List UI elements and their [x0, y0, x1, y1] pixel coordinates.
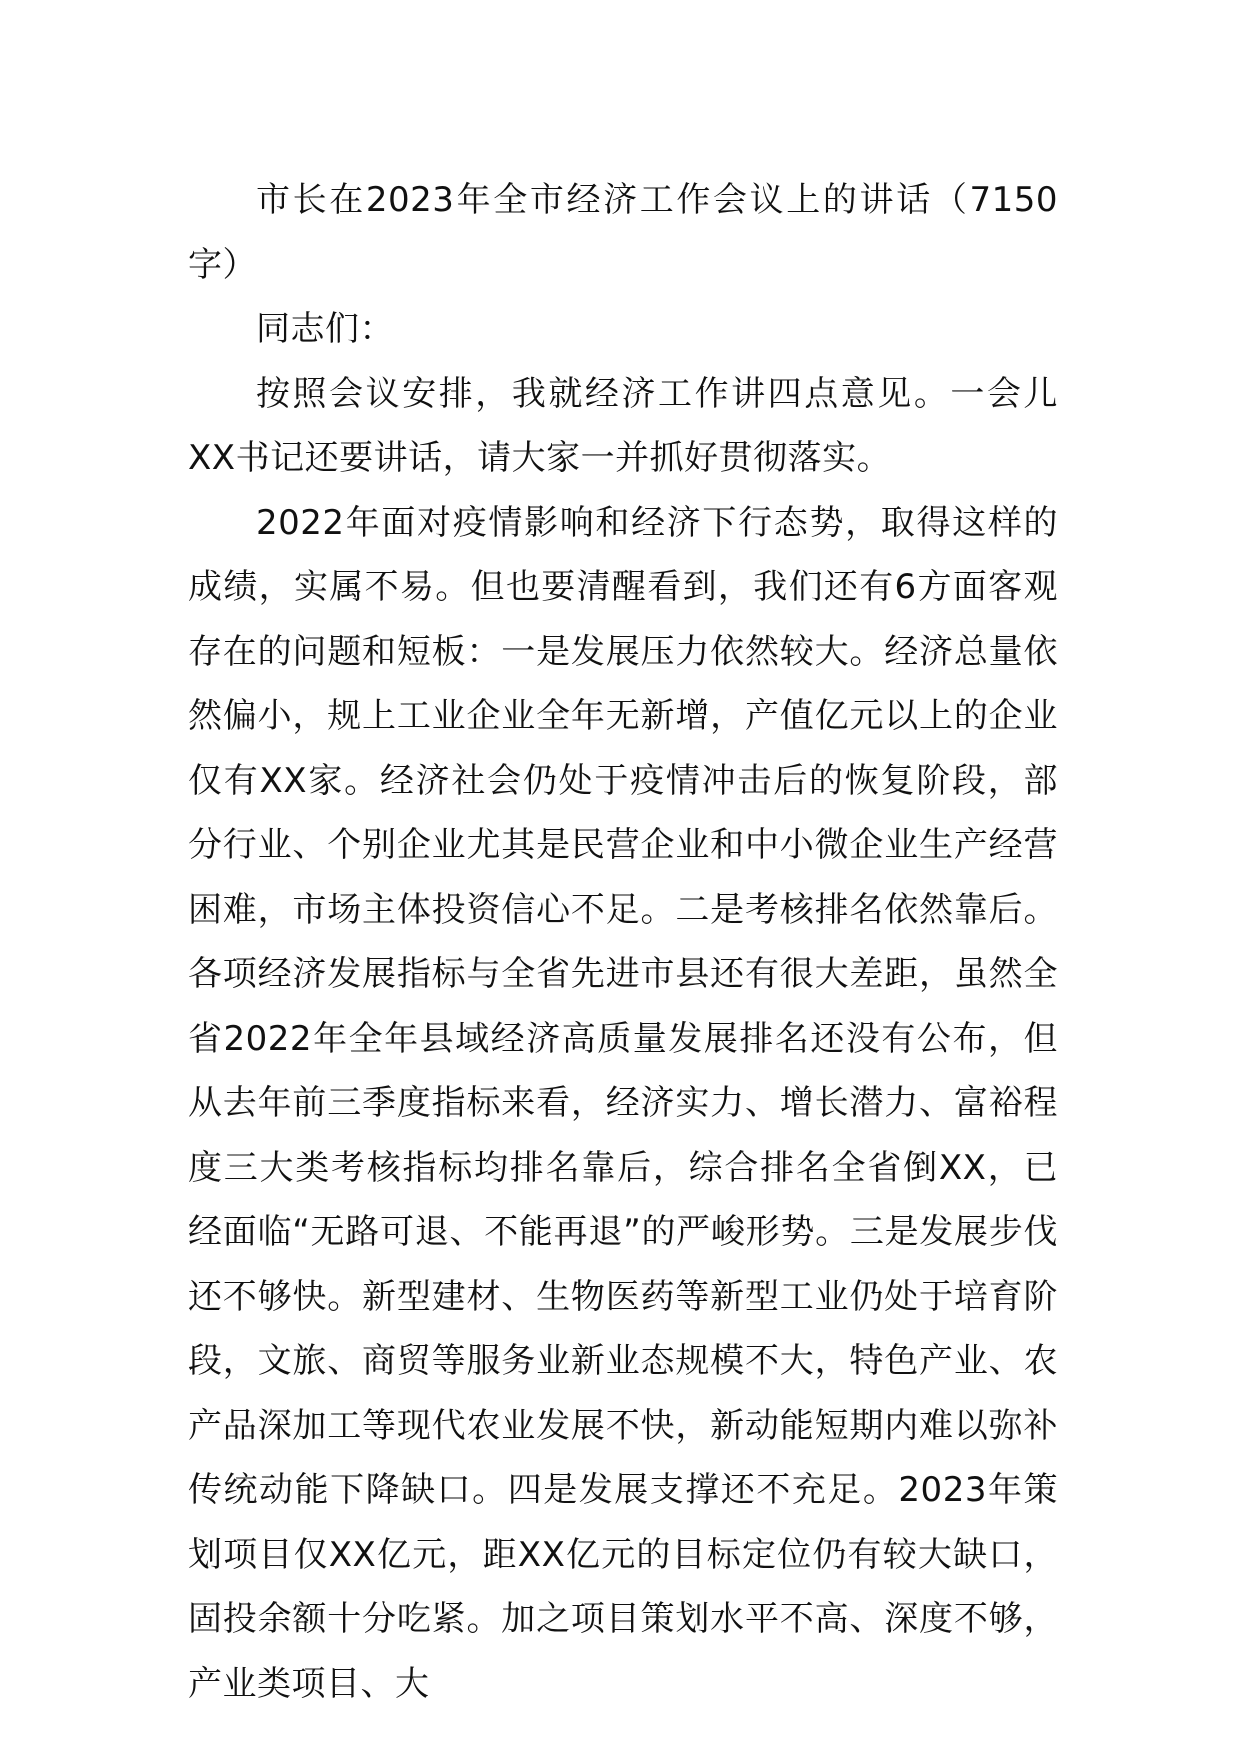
paragraph-intro: 按照会议安排，我就经济工作讲四点意见。一会儿XX书记还要讲话，请大家一并抓好贯彻落实。 [188, 373, 1058, 478]
document-title: 市长在2023年全市经济工作会议上的讲话（7150字） [188, 180, 1058, 285]
paragraph-problems: 2022年面对疫情影响和经济下行态势，取得这样的成绩，实属不易。但也要清醒看到，我们还有6方面客观存在的问题和短板：一是发展压力依然较大。经济总量依然偏小，规上工业企业全年无新增，产值亿元以上的企业仅有XX家。经济社会仍处于疫情冲击后的恢复阶段，部分行业、个别企业尤其是民营企业和中小微企业生产经营困难，市场主体投资信心不足。二是考核排名依然靠后。各项经济发展指标与全省先进市县还有很大差距，虽然全省2022年全年县域经济高质量发展排名还没有公布，但从去年前三季度指标来看，经济实力、增长潜力、富裕程度三大类考核指标均排名靠后，综合排名全省倒XX，已经面临“无路可退、不能再退”的严峻形势。三是发展步伐还不够快。新型建材、生物医药等新型工业仍处于培育阶段，文旅、商贸等服务业新业态规模不大，特色产业、农产品深加工等现代农业发展不快，新动能短期内难以弥补传统动能下降缺口。四是发展支撑还不充足。2023年策划项目仅XX亿元，距XX亿元的目标定位仍有较大缺口，固投余额十分吃紧。加之项目策划水平不高、深度不够，产业类项目、大 [188, 502, 1058, 1704]
document-page [188, 168, 1058, 1716]
salutation: 同志们： [256, 309, 394, 349]
